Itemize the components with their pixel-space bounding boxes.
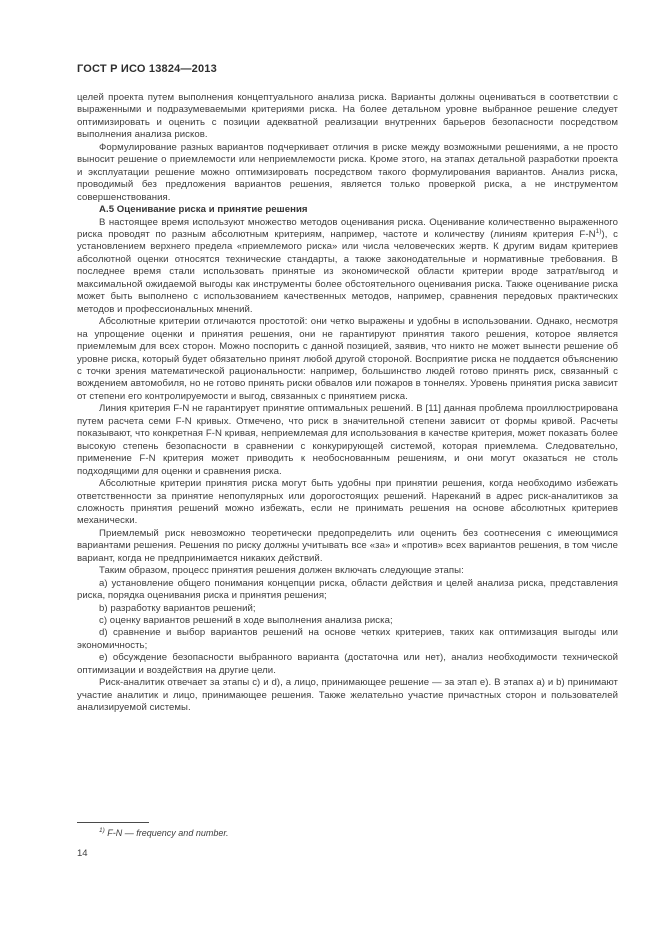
footnote-rule — [77, 822, 149, 823]
list-item-c: c) оценку вариантов решений в ходе выполнения анализа риска; — [99, 615, 393, 627]
footnote-marker: 1) — [99, 827, 105, 834]
footnote-marker: 1) — [595, 227, 602, 235]
list-item-a: a) установление общего понимания концепции риска, области действия и целей анализа риска, представления риска, порядка оценивания риска и принятия решения; — [77, 577, 618, 602]
footnote-text: F-N — frequency and number. — [104, 828, 229, 838]
section-heading-a5: А.5 Оценивание риска и принятие решения — [99, 204, 308, 216]
list-item-d: d) сравнение и выбор вариантов решений на основе четких критериев, таких как оптимизация выгоды или экономичность; — [77, 627, 618, 651]
footnote-block — [77, 822, 618, 839]
document-header: ГОСТ Р ИСО 13824—2013 — [77, 63, 217, 75]
paragraph — [77, 217, 618, 317]
paragraph-continuation: целей проекта путем выполнения концептуального анализа риска. Варианты должны оцениваться в соответствии с выраженными и подразумеваемыми критериями риска. На более детальном уровне выбранное решение следует оптимизировать и оценить с позиции адекватной реализации внутренних барьеров безопасности посредством выполнения анализа рисков. — [77, 92, 618, 141]
paragraph: Формулирование разных вариантов подчеркивает отличия в риске между возможными решениями, а не просто выносит решение о приемлемости или неприемлемости риска. Кроме этого, на этапах детальной разработки проекта и эксплуатации решение можно оптимизировать посредством такого формулирования вариантов. Анализ риска, проводимый без предложения вариантов решения, является только проверкой риска, а не инструментом совершенствования. — [77, 141, 618, 203]
paragraph-text: ), с установлением верхнего предела «приемлемого риска» или числа человеческих жертв. К другим видам критериев абсолютной оценки относятся технические стандарты, а также законодательные и нормативные требования. В последнее время стали использовать принятые из экономической области критерии вроде затрат/выгод и максимальной ожидаемой выгоды как инструменты более обстоятельного оценивания риска. Также оценивание риска может быть выполнено с использованием качественных методов, например, сравнения передовых практических методов и профессиональных мнений. — [77, 228, 618, 315]
page-number: 14 — [77, 848, 88, 859]
paragraph: Абсолютные критерии принятия риска могут быть удобны при принятии решения, когда необходимо избежать ответственности за принятие непопулярных или дорогостоящих решений. Нареканий в адрес риск-аналитиков за сложность принятия решений можно избежать, если не принимать решения на основе абсолютных критериев механически. — [77, 478, 618, 527]
paragraph: Линия критерия F-N не гарантирует принятие оптимальных решений. В [11] данная проблема проиллюстрирована путем расчета семи F-N кривых. Отмечено, что риск в значительной степени зависит от формы кривой. Расчеты показывают, что конкретная F-N кривая, неприемлемая для использования в качестве критерия, может показать более высокую степень безопасности в сравнении с конкурирующей системой, которая приемлема. Следовательно, применение F-N критерия может приводить к необоснованным решениям, и они могут оказаться не столь подходящими для оценки и сравнения риска. — [77, 403, 618, 477]
paragraph: Риск-аналитик отвечает за этапы c) и d), а лицо, принимающее решение — за этап e). В этапах a) и b) принимают участие аналитик и лицо, принимающее решения. Также желательно участие причастных сторон и пользователей анализируемой системы. — [77, 677, 618, 714]
paragraph: Абсолютные критерии отличаются простотой: они четко выражены и удобны в использовании. Однако, несмотря на упрощение оценки и принятия решения, они не гарантируют принятия такого решения, которое является приемлемым для всех сторон. Можно поспорить с данной позицией, заявив, что никто не может вынести решение об уровне риска, который будет обязательно принят любой другой стороной. Восприятие риска не поддается объяснению с точки зрения математической рациональности: например, большинство людей готово принять риск, связанный с вождением автомобиля, но не готово принять риски обвалов или пожаров в тоннелях. Уровень принятия риска зависит от степени его контролируемости и выгод, связанных с принятием риска. — [77, 316, 618, 402]
list-item-e: e) обсуждение безопасности выбранного варианта (достаточна или нет), анализ необходимости технической оптимизации и воздействия на другие цели. — [77, 652, 618, 676]
paragraph: Таким образом, процесс принятия решения должен включать следующие этапы: — [99, 565, 464, 577]
footnote — [77, 827, 618, 839]
paragraph-text: В настоящее время используют множество методов оценивания риска. Оценивание количественно выраженного риска проводят по разным абсолютным критериям, например, частоте и количеству (линиям критерия F-N — [77, 216, 618, 240]
list-item-b: b) разработку вариантов решений; — [99, 602, 256, 614]
body-text-block — [77, 92, 618, 715]
paragraph: Приемлемый риск невозможно теоретически предопределить или оценить без соотнесения с имеющимися вариантами решения. Решения по риску должны учитывать все «за» и «против» всех вариантов решения, в том числе вариант, когда не предпринимается никаких действий. — [77, 527, 618, 564]
